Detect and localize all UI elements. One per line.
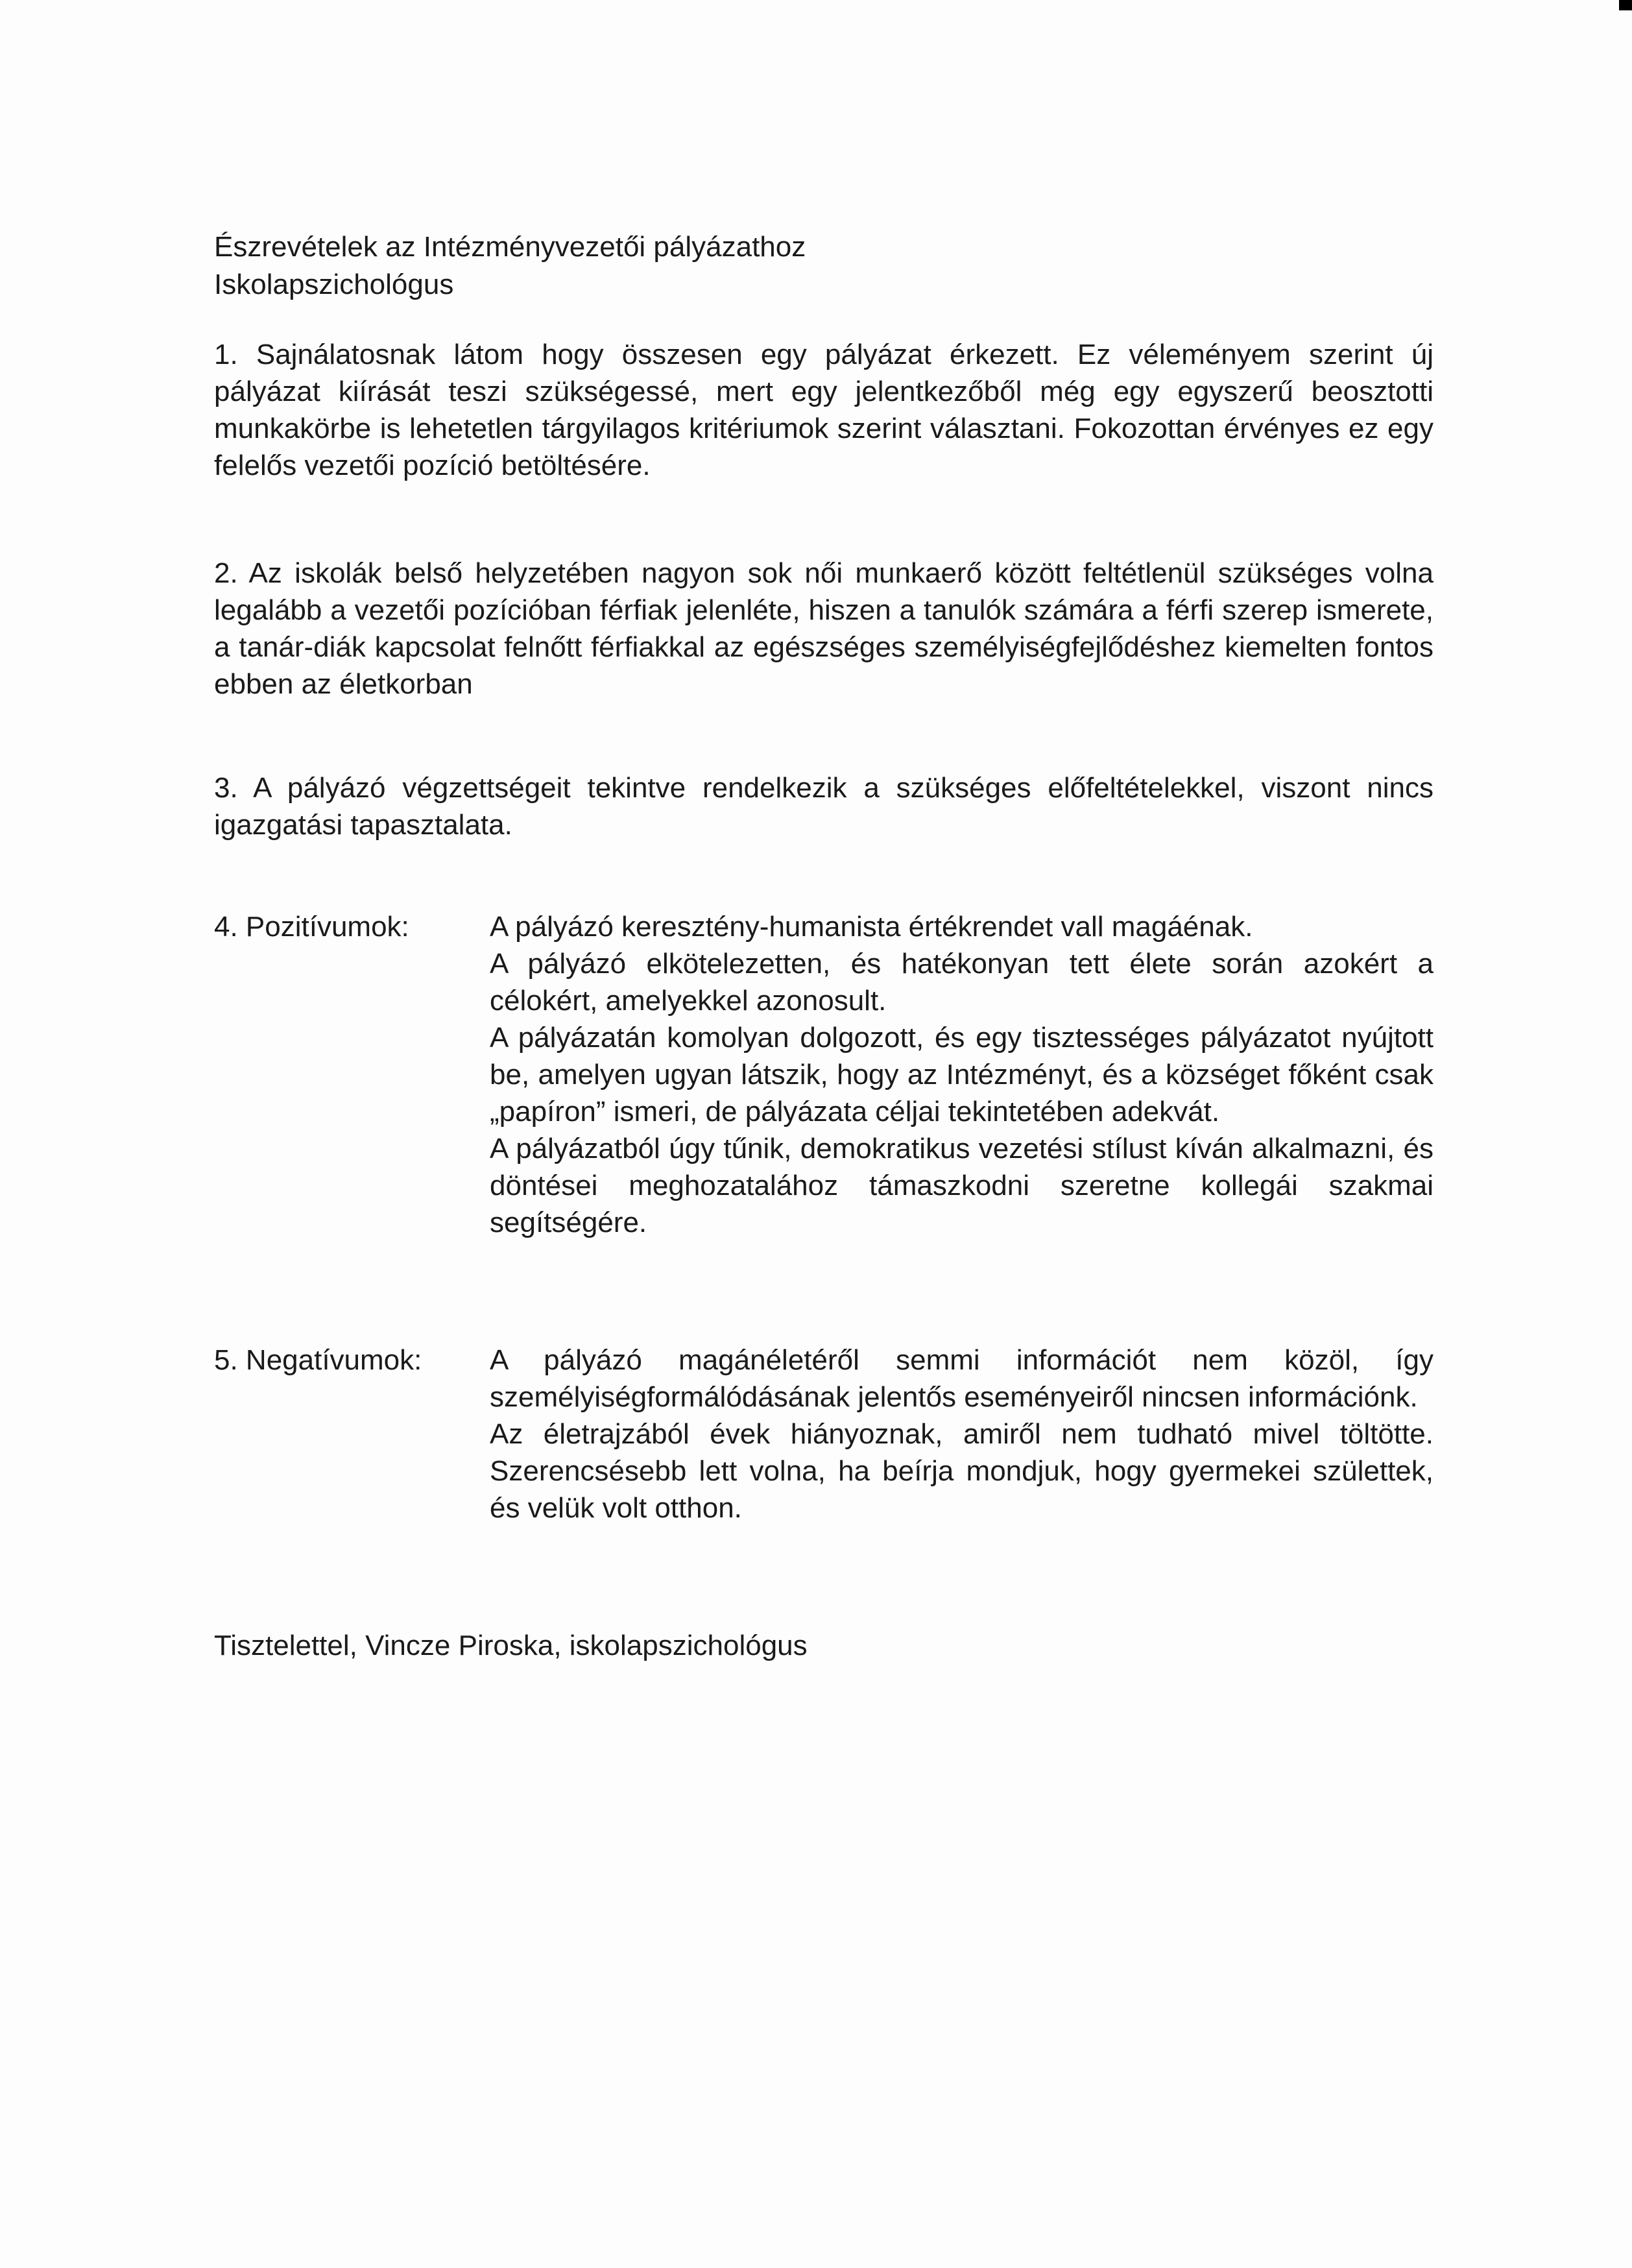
signature-line: Tisztelettel, Vincze Piroska, iskolapszichológus [214,1630,808,1661]
positives-list [214,908,1434,1241]
paragraph-1: 1. Sajnálatosnak látom hogy összesen egy pályázat érkezett. Ez véleményem szerint új pályázat kiírását teszi szükségessé, mert egy jelentkezőből még egy egyszerű beosztotti munkakörbe is lehetetlen tárgyilagos kritériumok szerint választani. Fokozottan érvényes ez egy felelős vezetői pozíció betöltésére. [214,339,1434,481]
document-title: Észrevételek az Intézményvezetői pályázathoz [214,231,806,263]
positives-body [490,908,1434,1241]
positive-item: A pályázó keresztény-humanista értékrendet vall magáénak. [490,911,1253,943]
positive-item: A pályázatból úgy tűnik, demokratikus vezetési stílust kíván alkalmazni, és döntései meghozatalához támaszkodni szeretne kollegái szakmai segítségére. [490,1133,1434,1238]
negative-item: A pályázó magánéletéről semmi információt nem közöl, így személyiségformálódásának jelentős eseményeiről nincsen információnk. [490,1344,1434,1413]
positive-item: A pályázatán komolyan dolgozott, és egy tisztességes pályázatot nyújtott be, amelyen ugyan látszik, hogy az Intézményt, és a községet főként csak „papíron” ismeri, de pályázata céljai tekintetében adekvát. [490,1022,1434,1128]
negatives-label: 5. Negatívumok: [214,1344,422,1376]
negatives-list [214,1342,1434,1526]
positive-item: A pályázó elkötelezetten, és hatékonyan tett élete során azokért a célokért, amelyekkel azonosult. [490,948,1434,1017]
scan-edge-mark [1619,0,1632,10]
negative-item: Az életrajzából évek hiányoznak, amiről nem tudható mivel töltötte. Szerencsésebb lett volna, ha beírja mondjuk, hogy gyermekei születtek, és velük volt otthon. [490,1418,1434,1524]
negatives-section [214,1342,1434,1526]
document-header [214,228,1446,304]
positives-section [214,908,1434,1241]
positives-label: 4. Pozitívumok: [214,911,409,943]
negatives-body [490,1342,1434,1526]
document-subtitle: Iskolapszichológus [214,269,454,300]
paragraph-3: 3. A pályázó végzettségeit tekintve rendelkezik a szükséges előfeltételekkel, viszont nincs igazgatási tapasztalata. [214,772,1434,841]
paragraph-2: 2. Az iskolák belső helyzetében nagyon sok női munkaerő között feltétlenül szükséges volna legalább a vezetői pozícióban férfiak jelenléte, hiszen a tanulók számára a férfi szerep ismerete, a tanár-diák kapcsolat felnőtt férfiakkal az egészséges személyiségfejlődéshez kiemelten fontos ebben az életkorban [214,557,1434,700]
